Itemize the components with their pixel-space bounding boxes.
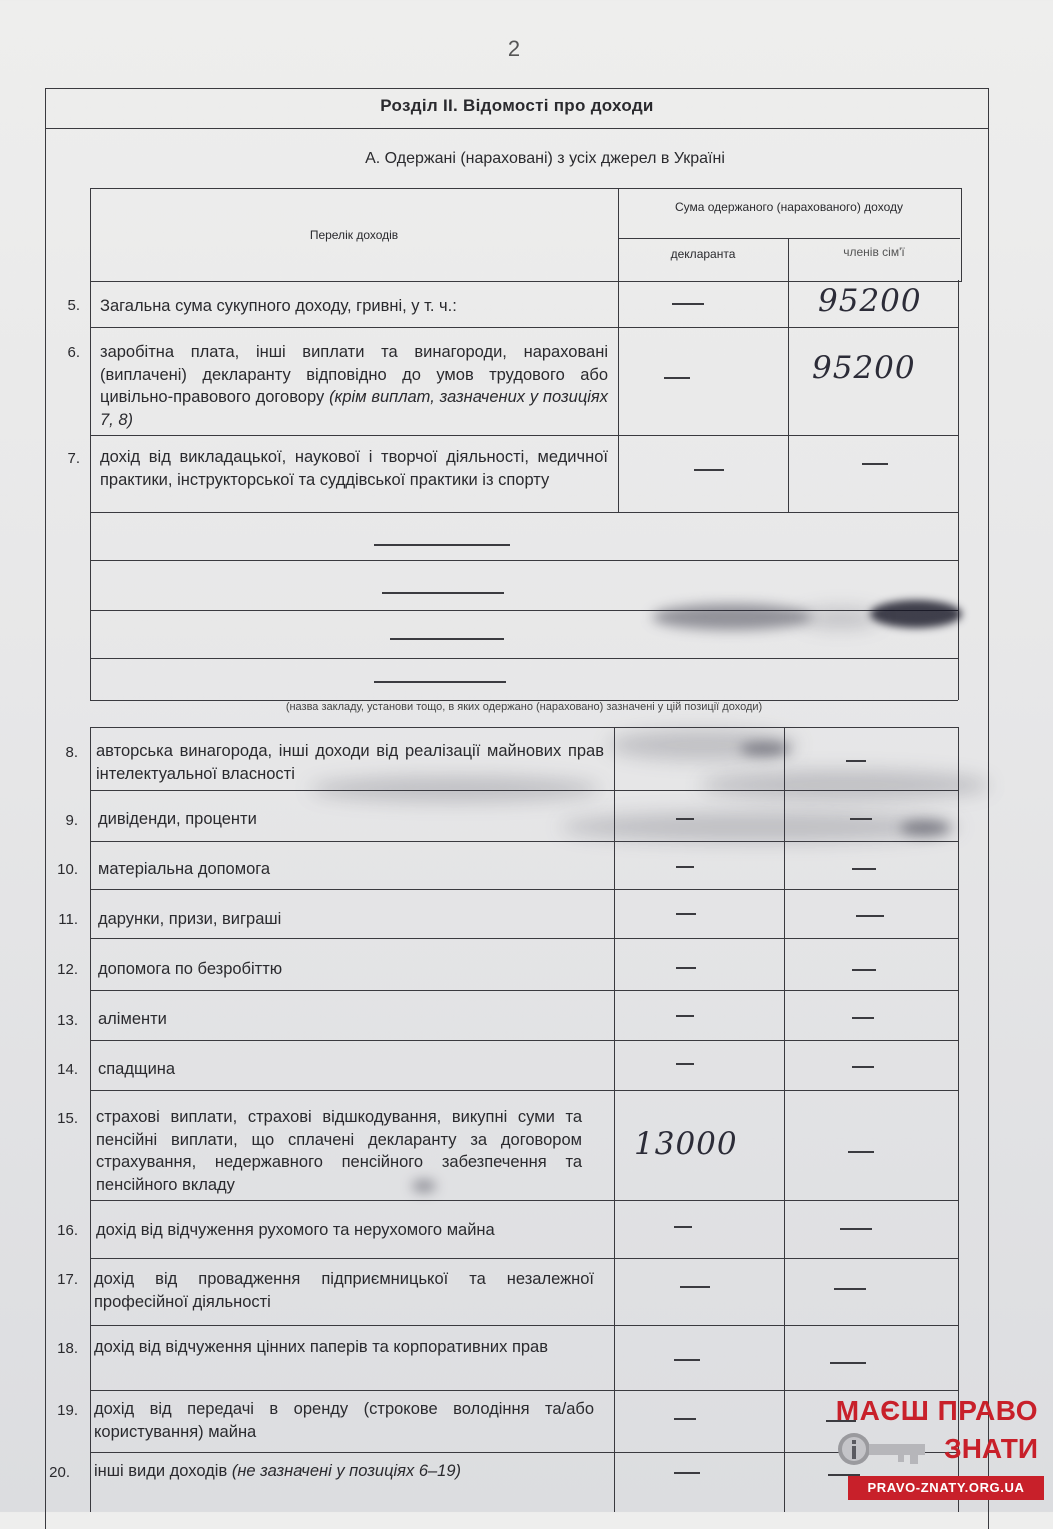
dash-family bbox=[862, 463, 888, 465]
table-block-upper-right bbox=[958, 280, 959, 700]
row-text: Загальна сума сукупного доходу, гривні, у т. ч.: bbox=[100, 297, 457, 315]
row-text: дохід від відчуження цінних паперів та корпоративних прав bbox=[94, 1338, 548, 1356]
row-text: спадщина bbox=[98, 1060, 176, 1078]
watermark-subtitle: ЗНАТИ bbox=[944, 1433, 1038, 1464]
dash-declarant bbox=[674, 1359, 700, 1361]
redaction-smudge bbox=[870, 600, 962, 628]
row-text: дохід від викладацької, наукової і творчої діяльності, медичної практики, інструкторської та суддівської практики із спорту bbox=[100, 448, 608, 489]
row-number: 15. bbox=[57, 1110, 78, 1127]
watermark-title: МАЄШ ПРАВО bbox=[835, 1395, 1038, 1426]
row-number: 9. bbox=[65, 812, 78, 829]
table-block-upper bbox=[90, 280, 91, 700]
dash-family bbox=[840, 1228, 872, 1230]
dash-family bbox=[852, 1017, 874, 1019]
row-divider bbox=[90, 658, 958, 659]
header-family-label: членів сім'ї bbox=[843, 245, 905, 259]
row-number: 13. bbox=[57, 1012, 78, 1029]
row-number: 6. bbox=[67, 344, 80, 361]
redaction-smudge bbox=[900, 820, 950, 836]
handwritten-family-amount: 95200 bbox=[818, 283, 922, 319]
row-divider bbox=[90, 435, 958, 436]
row-divider bbox=[90, 990, 958, 991]
key-icon bbox=[836, 1430, 928, 1468]
dash-family bbox=[852, 1066, 874, 1068]
dash-declarant bbox=[694, 469, 724, 471]
row-text: дохід від передачі в оренду (строкове володіння та/або користування) майна bbox=[94, 1400, 594, 1441]
row-text: аліменти bbox=[98, 1010, 167, 1028]
section-title: Розділ II. Відомості про доходи bbox=[380, 96, 654, 115]
dash-declarant bbox=[676, 913, 696, 915]
dash-family bbox=[848, 1151, 874, 1153]
dash-family bbox=[856, 915, 884, 917]
redaction-smudge bbox=[800, 608, 880, 628]
row-number: 20. bbox=[49, 1464, 70, 1481]
row-number: 19. bbox=[57, 1402, 78, 1419]
row-text: авторська винагорода, інші доходи від реалізації майнових прав інтелектуальної власності bbox=[96, 742, 604, 783]
institution-dash bbox=[390, 638, 504, 640]
handwritten-family-amount: 95200 bbox=[812, 350, 916, 386]
col-divider bbox=[614, 727, 615, 1512]
header-sum-label: Сума одержаного (нарахованого) доходу bbox=[674, 200, 903, 214]
header-divider-v2 bbox=[788, 238, 789, 280]
dash-declarant bbox=[676, 1063, 694, 1065]
dash-declarant bbox=[674, 1226, 692, 1228]
dash-family bbox=[850, 818, 872, 820]
row-divider bbox=[90, 1090, 958, 1091]
dash-declarant bbox=[676, 866, 694, 868]
dash-declarant bbox=[674, 1418, 696, 1420]
institution-dash bbox=[374, 544, 510, 546]
watermark-url: PRAVO-ZNATY.ORG.UA bbox=[848, 1476, 1044, 1500]
dash-family bbox=[846, 760, 866, 762]
dash-declarant bbox=[664, 377, 690, 379]
row-text: дохід від провадження підприємницької та незалежної професійної діяльності bbox=[94, 1270, 594, 1311]
redaction-smudge bbox=[700, 770, 990, 800]
row-text: матеріальна допомога bbox=[98, 860, 271, 878]
handwritten-declarant-amount: 13000 bbox=[634, 1126, 738, 1162]
dash-family bbox=[834, 1288, 866, 1290]
header-list-label: Перелік доходів bbox=[309, 228, 399, 242]
row-text: дивіденди, проценти bbox=[98, 810, 257, 828]
dash-declarant bbox=[676, 818, 694, 820]
row-number: 17. bbox=[57, 1271, 78, 1288]
row-number: 10. bbox=[57, 861, 78, 878]
row-text: дохід від відчуження рухомого та нерухомого майна bbox=[96, 1221, 495, 1239]
redaction-smudge bbox=[310, 776, 600, 802]
row-number: 18. bbox=[57, 1340, 78, 1357]
row-text: страхові виплати, страхові відшкодування, викупні суми та пенсійні виплати, що сплачені декларанту за договором страхування, недержавного пенсійного забезпечення та пенсійного вкладу bbox=[96, 1108, 582, 1194]
row-divider bbox=[90, 1390, 958, 1391]
row-number: 14. bbox=[57, 1061, 78, 1078]
row-text: дарунки, призи, виграші bbox=[98, 910, 282, 928]
row-number: 11. bbox=[58, 911, 78, 928]
row-divider bbox=[90, 1040, 958, 1041]
dash-declarant bbox=[674, 1472, 700, 1474]
section-title-rule bbox=[45, 128, 989, 129]
row-number: 16. bbox=[57, 1222, 78, 1239]
row-divider bbox=[90, 727, 958, 728]
dash-declarant bbox=[676, 967, 696, 969]
dash-declarant bbox=[672, 303, 704, 305]
row-divider bbox=[90, 889, 958, 890]
institution-note: (назва закладу, установи тощо, в яких одержано (нараховано) зазначені у цій позиції доходи) bbox=[285, 701, 763, 713]
dash-family bbox=[830, 1362, 866, 1364]
row-number: 5. bbox=[67, 297, 80, 314]
row-divider bbox=[90, 512, 958, 513]
row-text: заробітна плата, інші виплати та винагороди, нараховані (виплачені) декларанту відповідно до умов трудового або цивільно-правового договору (крім виплат, зазначених у позиціях 7, 8) bbox=[100, 343, 608, 429]
dash-declarant bbox=[676, 1015, 694, 1017]
col-divider bbox=[618, 280, 619, 512]
col-divider bbox=[788, 280, 789, 512]
page-number: 2 bbox=[507, 36, 521, 61]
row-divider bbox=[90, 327, 958, 328]
table-block-lower bbox=[90, 727, 91, 1512]
header-divider-v bbox=[618, 188, 619, 280]
redaction-smudge bbox=[740, 742, 790, 756]
dash-declarant bbox=[680, 1286, 710, 1288]
row-divider bbox=[90, 1325, 958, 1326]
subsection-title: А. Одержані (нараховані) з усіх джерел в Україні bbox=[365, 150, 725, 167]
col-divider bbox=[784, 727, 785, 1512]
row-number: 8. bbox=[65, 744, 78, 761]
row-divider bbox=[90, 938, 958, 939]
header-declarant-label: декларанта bbox=[670, 247, 736, 261]
watermark bbox=[828, 1392, 1050, 1510]
row-divider bbox=[90, 1200, 958, 1201]
row-text: допомога по безробіттю bbox=[98, 960, 283, 978]
institution-dash bbox=[374, 681, 506, 683]
redaction-smudge bbox=[412, 1180, 436, 1192]
row-divider bbox=[90, 1258, 958, 1259]
header-divider-h bbox=[618, 238, 960, 239]
dash-family bbox=[852, 868, 876, 870]
row-text: інші види доходів (не зазначені у позиціях 6–19) bbox=[94, 1462, 462, 1480]
row-divider bbox=[90, 841, 958, 842]
row-divider bbox=[90, 560, 958, 561]
row-number: 7. bbox=[67, 450, 80, 467]
dash-family bbox=[852, 969, 876, 971]
redaction-smudge bbox=[652, 604, 812, 630]
row-number: 12. bbox=[57, 961, 78, 978]
institution-dash bbox=[382, 592, 504, 594]
